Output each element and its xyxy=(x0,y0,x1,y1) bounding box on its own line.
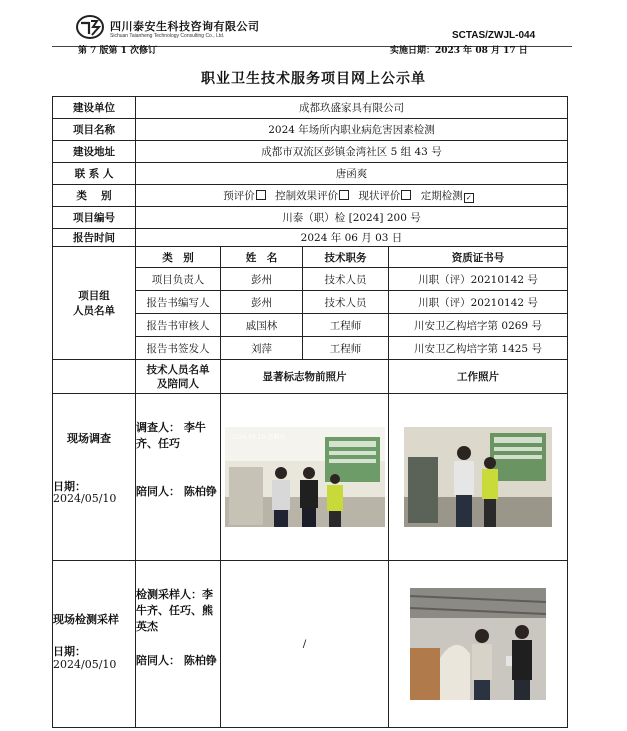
survey-companion: 陪同人： 陈柏铮 xyxy=(136,485,217,498)
photo-timestamp: 2024.05.10 星期五 xyxy=(230,434,285,441)
sampling-label: 现场检测采样 xyxy=(53,613,119,626)
sign-photo-header: 显著标志物前照片 xyxy=(221,360,389,394)
project-value: 2024 年场所内职业病危害因素检测 xyxy=(136,119,568,141)
survey-date-label: 日期： xyxy=(53,480,86,493)
time-label: 报告时间 xyxy=(53,229,136,247)
members-group-label: 项目组 人员名单 xyxy=(53,247,136,360)
number-value: 川泰（职）检 [2024] 200 号 xyxy=(136,207,568,229)
sampling-companion: 陪同人： 陈柏铮 xyxy=(136,654,217,667)
sampling-sign-photo-cell xyxy=(221,561,389,728)
disclosure-table xyxy=(52,96,568,728)
member-name: 戚国林 xyxy=(221,314,303,337)
option-periodic-test: 定期检测 xyxy=(420,190,463,202)
effective-date: 实施日期：2023 年 08 月 17 日 xyxy=(390,46,528,56)
member-cert: 川安卫乙构培字第 0269 号 xyxy=(389,314,568,337)
category-options xyxy=(136,185,568,207)
members-header-cert: 资质证书号 xyxy=(389,247,568,268)
member-role: 报告书编写人 xyxy=(136,291,221,314)
survey-sign-photo-cell xyxy=(221,394,389,561)
survey-cell xyxy=(53,394,136,561)
number-label: 项目编号 xyxy=(53,207,136,229)
contact-value: 唐函爽 xyxy=(136,163,568,185)
member-title: 工程师 xyxy=(303,314,389,337)
company-name: 四川泰安生科技咨询有限公司 xyxy=(110,20,260,33)
checkbox-pre-evaluation[interactable] xyxy=(256,190,266,200)
survey-row xyxy=(53,394,568,561)
row-number xyxy=(53,207,568,229)
row-address xyxy=(53,141,568,163)
option-pre-evaluation: 预评价 xyxy=(223,190,255,202)
time-value: 2024 年 06 月 03 日 xyxy=(136,229,568,247)
member-name: 彭州 xyxy=(221,268,303,291)
unit-label: 建设单位 xyxy=(53,97,136,119)
survey-date: 2024/05/10 xyxy=(53,492,117,505)
survey-sign-photo xyxy=(225,427,385,527)
row-unit xyxy=(53,97,568,119)
document-code: SCTAS/ZWJL-044 xyxy=(452,30,536,41)
option-status-evaluation: 现状评价 xyxy=(358,190,401,202)
sampling-work-photo xyxy=(410,588,546,700)
category-label: 类 别 xyxy=(53,185,136,207)
page-title: 职业卫生技术服务项目网上公示单 xyxy=(201,71,426,87)
sampling-date-label: 日期： xyxy=(53,645,86,658)
member-role: 报告书签发人 xyxy=(136,337,221,360)
company-name-en: Sichuan Taianheng Technology Consulting Co., Ltd. xyxy=(110,33,225,39)
member-cert: 川职（评）20210142 号 xyxy=(389,291,568,314)
member-title: 技术人员 xyxy=(303,268,389,291)
edition-text: 第 7 版第 1 次修订 xyxy=(78,46,158,56)
member-cert: 川安卫乙构培字第 1425 号 xyxy=(389,337,568,360)
survey-label: 现场调查 xyxy=(67,432,111,445)
work-photo-header: 工作照片 xyxy=(389,360,568,394)
member-title: 技术人员 xyxy=(303,291,389,314)
member-name: 彭州 xyxy=(221,291,303,314)
member-title: 工程师 xyxy=(303,337,389,360)
sampling-sampler: 检测采样人：李牛齐、任巧、熊英杰 xyxy=(136,588,213,633)
members-header-role: 类 别 xyxy=(136,247,221,268)
member-role: 项目负责人 xyxy=(136,268,221,291)
row-time xyxy=(53,229,568,247)
row-contact xyxy=(53,163,568,185)
member-cert: 川职（评）20210142 号 xyxy=(389,268,568,291)
checkbox-control-effect[interactable] xyxy=(339,190,349,200)
survey-work-photo-cell xyxy=(389,394,568,561)
contact-label: 联 系 人 xyxy=(53,163,136,185)
address-value: 成都市双流区彭镇金湾社区 5 组 43 号 xyxy=(136,141,568,163)
survey-staff-cell xyxy=(136,394,221,561)
row-project xyxy=(53,119,568,141)
company-logo xyxy=(75,14,105,40)
staff-header: 技术人员名单 及陪同人 xyxy=(136,360,221,394)
members-header-title: 技术职务 xyxy=(303,247,389,268)
sampling-staff-cell xyxy=(136,561,221,728)
sampling-cell xyxy=(53,561,136,728)
project-label: 项目名称 xyxy=(53,119,136,141)
sampling-work-photo-cell xyxy=(389,561,568,728)
photos-header-row xyxy=(53,360,568,394)
address-label: 建设地址 xyxy=(53,141,136,163)
sampling-row xyxy=(53,561,568,728)
members-header-row xyxy=(53,247,568,268)
members-header-name: 姓 名 xyxy=(221,247,303,268)
sampling-sign-photo-placeholder: / xyxy=(302,638,307,650)
checkbox-status-evaluation[interactable] xyxy=(401,190,411,200)
member-name: 刘萍 xyxy=(221,337,303,360)
sampling-date: 2024/05/10 xyxy=(53,658,117,671)
unit-value: 成都玖盛家具有限公司 xyxy=(136,97,568,119)
checkbox-periodic-test[interactable]: ✓ xyxy=(464,193,474,203)
survey-work-photo xyxy=(404,427,552,527)
member-role: 报告书审核人 xyxy=(136,314,221,337)
survey-investigator: 调查人： 李牛齐、任巧 xyxy=(136,421,206,450)
option-control-effect: 控制效果评价 xyxy=(275,190,339,202)
row-category xyxy=(53,185,568,207)
photos-header-empty xyxy=(53,360,136,394)
